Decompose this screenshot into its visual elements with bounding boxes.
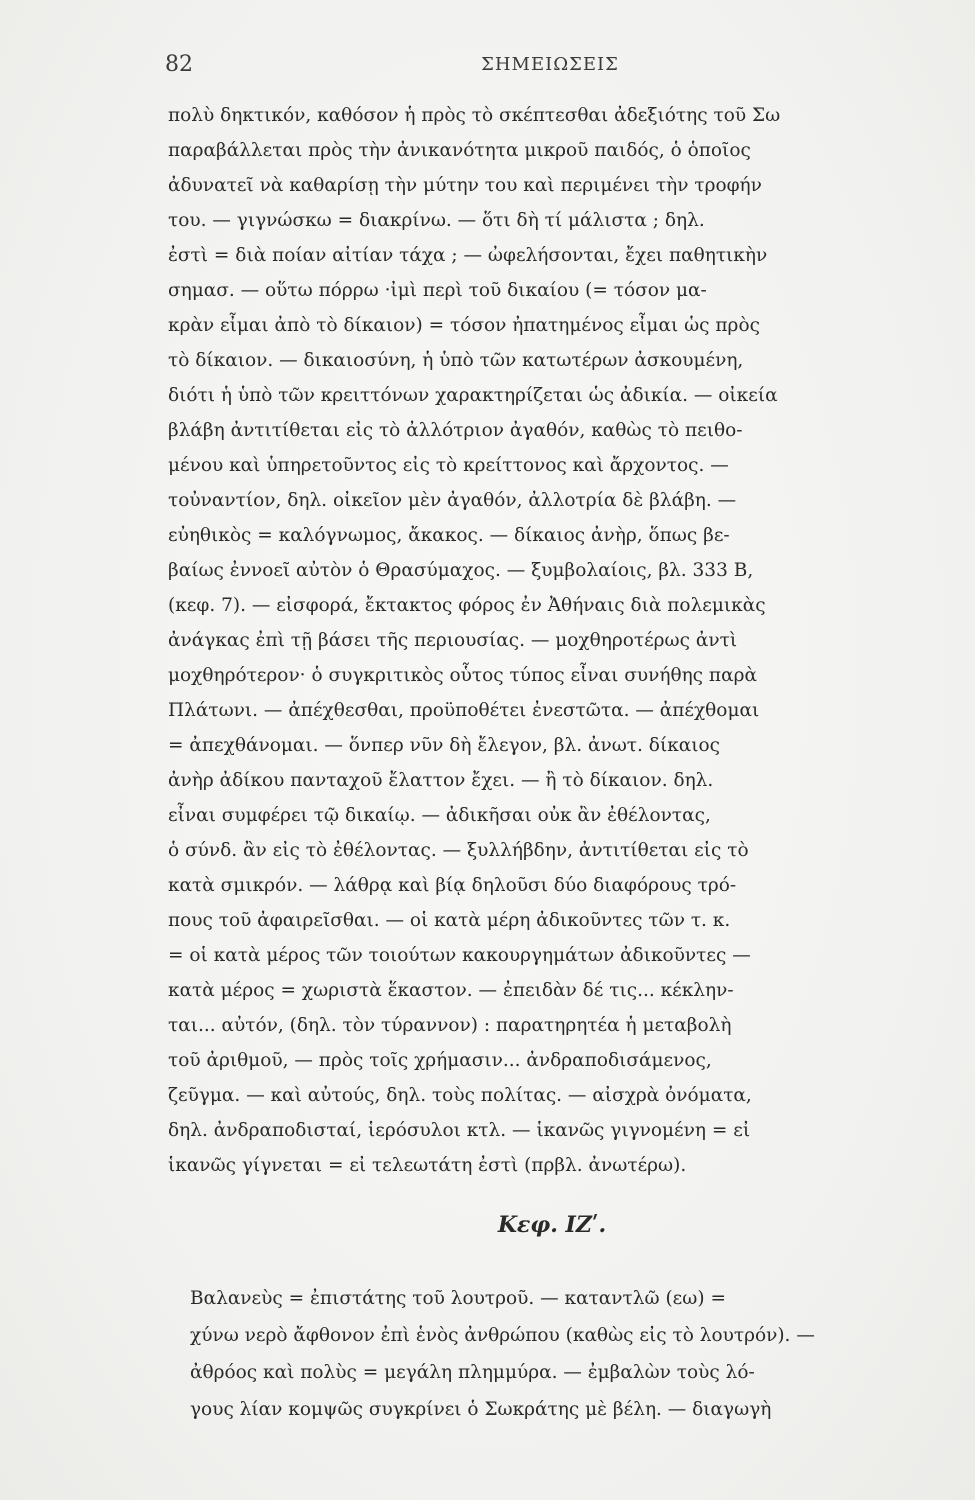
text-line: κατὰ σμικρόν. — λάθρᾳ καὶ βίᾳ δηλοῦσι δύο διαφόρους τρό- (168, 875, 737, 896)
text-line: διότι ἡ ὑπὸ τῶν κρειττόνων χαρακτηρίζεται ὡς ἀδικία. — οἰκεία (168, 385, 778, 406)
text-line: μένου καὶ ὑπηρετοῦντος εἰς τὸ κρείττονος καὶ ἄρχοντος. — (168, 455, 729, 476)
text-line: τοῦ ἀριθμοῦ, — πρὸς τοῖς χρήμασιν... ἀνδραποδισάμενος, (168, 1050, 712, 1071)
text-line: βαίως ἐννοεῖ αὐτὸν ὁ Θρασύμαχος. — ξυμβολαίοις, βλ. 333 Β, (168, 560, 754, 581)
page-number: 82 (165, 52, 193, 77)
text-line: ἀνὴρ ἀδίκου πανταχοῦ ἔλαττον ἔχει. — ἢ τὸ δίκαιον. δηλ. (168, 770, 714, 791)
chapter-heading: Κεφ. ΙΖʹ. (497, 1212, 607, 1238)
running-head: ΣΗΜΕΙΩΣΕΙΣ (481, 54, 619, 75)
text-line: ὁ σύνδ. ἂν εἰς τὸ ἐθέλοντας. — ξυλλήβδην, ἀντιτίθεται εἰς τὸ (168, 840, 749, 861)
text-line: τὸ δίκαιον. — δικαιοσύνη, ἡ ὑπὸ τῶν κατωτέρων ἀσκουμένη, (168, 350, 744, 371)
text-line: παραβάλλεται πρὸς τὴν ἀνικανότητα μικροῦ παιδός, ὁ ὁποῖος (168, 140, 751, 161)
text-line: ἐστὶ = διὰ ποίαν αἰτίαν τάχα ; — ὠφελήσονται, ἔχει παθητικὴν (168, 245, 768, 266)
text-line: τοὐναντίον, δηλ. οἰκεῖον μὲν ἀγαθόν, ἀλλοτρία δὲ βλάβη. — (168, 490, 737, 511)
text-line: εὐηθικὸς = καλόγνωμος, ἄκακος. — δίκαιος ἀνὴρ, ὅπως βε- (168, 525, 730, 546)
text-line: ται... αὐτόν, (δηλ. τὸν τύραννον) : παρατηρητέα ἡ μεταβολὴ (168, 1015, 732, 1036)
text-line: βλάβη ἀντιτίθεται εἰς τὸ ἀλλότριον ἀγαθόν, καθὼς τὸ πειθο- (168, 420, 743, 441)
text-line: πολὺ δηκτικόν, καθόσον ἡ πρὸς τὸ σκέπτεσθαι ἀδεξιότης τοῦ Σω (168, 105, 781, 126)
text-line: γους λίαν κομψῶς συγκρίνει ὁ Σωκράτης μὲ βέλη. — διαγωγὴ (190, 1399, 772, 1420)
text-line: = ἀπεχθάνομαι. — ὅνπερ νῦν δὴ ἔλεγον, βλ. ἀνωτ. δίκαιος (168, 735, 721, 756)
text-line: ζεῦγμα. — καὶ αὐτούς, δηλ. τοὺς πολίτας. — αἰσχρὰ ὀνόματα, (168, 1085, 752, 1106)
text-line: κατὰ μέρος = χωριστὰ ἕκαστον. — ἐπειδὰν δέ τις... κέκλην- (168, 980, 734, 1001)
text-line: χύνω νερὸ ἄφθονον ἐπὶ ἑνὸς ἀνθρώπου (καθὼς εἰς τὸ λουτρόν). — (190, 1325, 815, 1346)
text-line: ἀνάγκας ἐπὶ τῇ βάσει τῆς περιουσίας. — μοχθηροτέρως ἀντὶ (168, 630, 738, 651)
notes-body (168, 98, 936, 1183)
text-line: πους τοῦ ἀφαιρεῖσθαι. — οἱ κατὰ μέρη ἀδικοῦντες τῶν τ. κ. (168, 910, 731, 931)
text-line: = οἱ κατὰ μέρος τῶν τοιούτων κακουργημάτων ἀδικοῦντες — (168, 945, 751, 966)
text-line: ἀδυνατεῖ νὰ καθαρίσῃ τὴν μύτην του καὶ περιμένει τὴν τροφήν (168, 175, 762, 196)
page-header (165, 52, 935, 84)
text-line: εἶναι συμφέρει τῷ δικαίῳ. — ἀδικῆσαι οὐκ ἂν ἐθέλοντας, (168, 805, 711, 826)
text-line: ἀθρόος καὶ πολὺς = μεγάλη πλημμύρα. — ἐμβαλὼν τοὺς λό- (190, 1362, 755, 1383)
text-line: Βαλανεὺς = ἐπιστάτης τοῦ λουτροῦ. — καταντλῶ (εω) = (190, 1288, 726, 1309)
text-line: ἱκανῶς γίγνεται = εἰ τελεωτάτη ἐστὶ (πρβλ. ἀνωτέρω). (168, 1155, 687, 1176)
text-line: (κεφ. 7). — εἰσφορά, ἔκτακτος φόρος ἐν Ἀθήναις διὰ πολεμικὰς (168, 595, 766, 616)
text-line: μοχθηρότερον· ὁ συγκριτικὸς οὗτος τύπος εἶναι συνήθης παρὰ (168, 665, 757, 686)
text-line: κρὰν εἶμαι ἀπὸ τὸ δίκαιον) = τόσον ἠπατημένος εἶμαι ὡς πρὸς (168, 315, 760, 336)
text-line: του. — γιγνώσκω = διακρίνω. — ὅτι δὴ τί μάλιστα ; δηλ. (168, 210, 705, 231)
text-line: σημασ. — οὕτω πόρρω ·ἰμὶ περὶ τοῦ δικαίου (= τόσον μα- (168, 280, 707, 301)
chapter-body (190, 1280, 936, 1428)
text-line: Πλάτωνι. — ἀπέχθεσθαι, προϋποθέτει ἐνεστῶτα. — ἀπέχθομαι (168, 700, 760, 721)
text-line: δηλ. ἀνδραποδισταί, ἱερόσυλοι κτλ. — ἱκανῶς γιγνομένη = εἰ (168, 1120, 751, 1141)
